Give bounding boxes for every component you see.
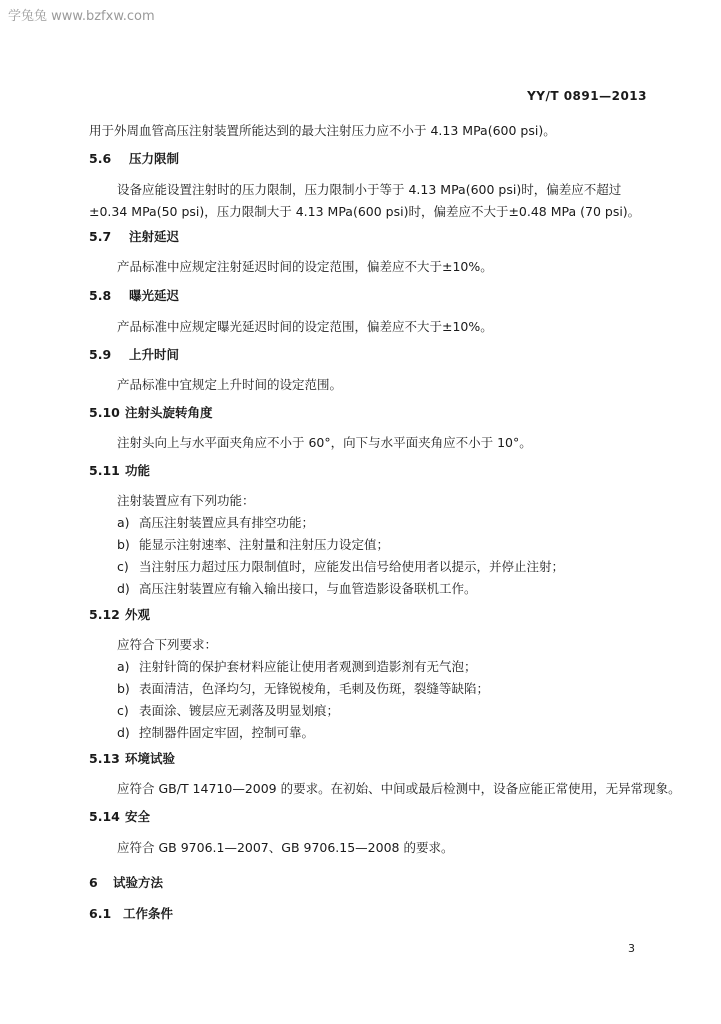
section-number: 5.14 (89, 809, 120, 824)
section-5-9-heading (0, 346, 721, 364)
section-5-10-text: 注射头向上与水平面夹角应不小于 60°，向下与水平面夹角应不小于 10°。 (117, 435, 532, 450)
section-title: 上升时间 (129, 347, 180, 362)
list-item (0, 702, 721, 720)
standard-code: YY/T 0891—2013 (527, 89, 647, 103)
section-title: 注射延迟 (129, 229, 180, 244)
list-item-text: 高压注射装置应具有排空功能； (139, 515, 315, 530)
section-number: 5.9 (89, 347, 112, 362)
section-5-7-text: 产品标准中应规定注射延迟时间的设定范围，偏差应不大于±10%。 (117, 259, 493, 274)
list-item-text: 控制器件固定牢固，控制可靠。 (139, 725, 315, 740)
list-marker: c) (117, 703, 129, 718)
section-number: 5.10 (89, 405, 120, 420)
list-marker: a) (117, 515, 130, 530)
list-item (0, 724, 721, 742)
section-title: 曝光延迟 (129, 288, 180, 303)
list-item (0, 658, 721, 676)
list-marker: b) (117, 681, 130, 696)
section-5-12-heading (0, 606, 721, 624)
list-item-text: 注射针筒的保护套材料应能让使用者观测到造影剂有无气泡； (139, 659, 477, 674)
list-item (0, 558, 721, 576)
section-number: 5.7 (89, 229, 112, 244)
section-5-9-text: 产品标准中宜规定上升时间的设定范围。 (117, 377, 343, 392)
section-number: 5.6 (89, 151, 112, 166)
section-5-8-heading (0, 287, 721, 305)
section-title: 功能 (125, 463, 151, 478)
section-5-13-heading (0, 750, 721, 768)
watermark: 学兔兔 www.bzfxw.com (8, 9, 155, 24)
list-item (0, 536, 721, 554)
section-5-14-text: 应符合 GB 9706.1—2007、GB 9706.15—2008 的要求。 (117, 840, 454, 855)
section-number: 5.8 (89, 288, 112, 303)
section-5-13-text: 应符合 GB/T 14710—2009 的要求。在初始、中间或最后检测中，设备应能正常使用，无异常现象。 (117, 781, 681, 796)
list-item-text: 当注射压力超过压力限制值时，应能发出信号给使用者以提示，并停止注射； (139, 559, 565, 574)
list-item (0, 514, 721, 532)
list-item-text: 表面清洁，色泽均匀，无锋锐棱角，毛刺及伤斑，裂缝等缺陷； (139, 681, 490, 696)
section-6-1-heading (0, 905, 721, 923)
section-5-12-intro: 应符合下列要求： (117, 637, 218, 652)
section-title: 外观 (125, 607, 151, 622)
list-marker: c) (117, 559, 129, 574)
section-5-6-line-1: 设备应能设置注射时的压力限制，压力限制小于等于 4.13 MPa(600 psi)时，偏差应不超过 (117, 182, 622, 197)
section-number: 6.1 (89, 906, 112, 921)
section-title: 压力限制 (129, 151, 180, 166)
list-item-text: 高压注射装置应有输入输出接口，与血管造影设备联机工作。 (139, 581, 477, 596)
list-item-text: 能显示注射速率、注射量和注射压力设定值； (139, 537, 390, 552)
section-5-11-intro: 注射装置应有下列功能： (117, 493, 255, 508)
list-marker: a) (117, 659, 130, 674)
page-number: 3 (628, 942, 635, 955)
section-title: 试验方法 (113, 875, 164, 890)
list-marker: b) (117, 537, 130, 552)
list-item (0, 680, 721, 698)
section-5-6-line-2: ±0.34 MPa(50 psi)，压力限制大于 4.13 MPa(600 psi)时，偏差应不大于±0.48 MPa (70 psi)。 (89, 204, 641, 219)
list-marker: d) (117, 581, 130, 596)
section-5-8-text: 产品标准中应规定曝光延迟时间的设定范围，偏差应不大于±10%。 (117, 319, 493, 334)
section-5-10-heading (0, 404, 721, 422)
section-5-7-heading (0, 228, 721, 246)
section-title: 环境试验 (125, 751, 176, 766)
section-number: 6 (89, 875, 98, 890)
section-5-11-heading (0, 462, 721, 480)
section-title: 注射头旋转角度 (125, 405, 213, 420)
list-item (0, 580, 721, 598)
list-item-text: 表面涂、镀层应无剥落及明显划痕； (139, 703, 340, 718)
section-number: 5.12 (89, 607, 120, 622)
section-6-heading (0, 874, 721, 892)
section-number: 5.11 (89, 463, 120, 478)
section-title: 安全 (125, 809, 151, 824)
list-marker: d) (117, 725, 130, 740)
section-number: 5.13 (89, 751, 120, 766)
section-title: 工作条件 (123, 906, 174, 921)
section-5-6-heading (0, 150, 721, 168)
continuation-paragraph: 用于外周血管高压注射装置所能达到的最大注射压力应不小于 4.13 MPa(600 psi)。 (89, 123, 556, 138)
section-5-14-heading (0, 808, 721, 826)
